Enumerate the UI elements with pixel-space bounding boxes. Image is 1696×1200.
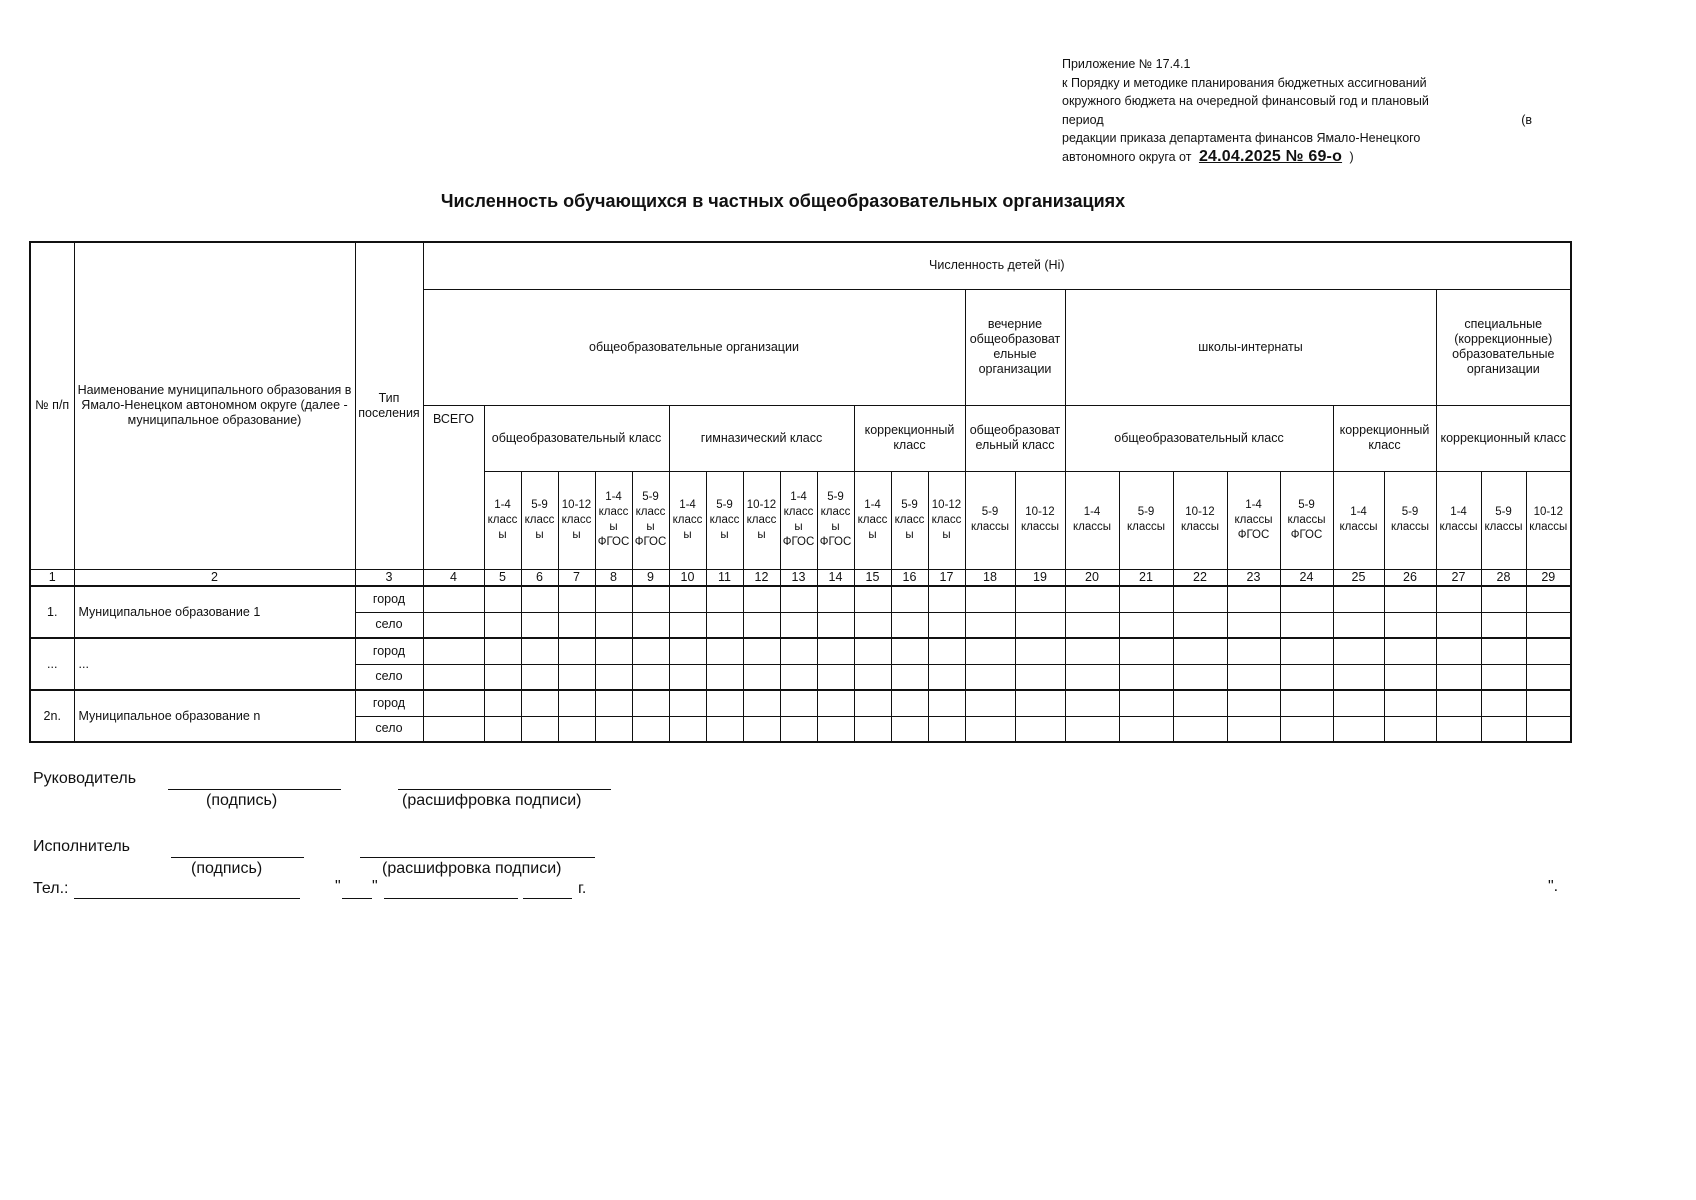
data-cell: [965, 586, 1015, 612]
data-cell: [632, 638, 669, 664]
data-cell: [1119, 612, 1173, 638]
data-cell: [1227, 664, 1280, 690]
column-number: 28: [1481, 569, 1526, 586]
data-cell: [484, 638, 521, 664]
day-line: [342, 898, 372, 899]
data-cell: [1173, 586, 1227, 612]
leaf-header: 1-4 классы ФГОС: [1227, 471, 1280, 569]
data-cell: [854, 664, 891, 690]
data-cell: [1384, 638, 1436, 664]
column-number: 23: [1227, 569, 1280, 586]
data-cell: [1280, 664, 1333, 690]
data-cell: [743, 612, 780, 638]
data-cell: [595, 586, 632, 612]
leaf-header: 5-9 классы: [965, 471, 1015, 569]
data-cell: [743, 716, 780, 742]
column-number: 4: [423, 569, 484, 586]
data-cell: [484, 716, 521, 742]
group-evening-orgs: вечерние общеобразовательные организации: [965, 289, 1065, 405]
data-cell: [669, 690, 706, 716]
leaf-header: 5-9 классы ФГОС: [1280, 471, 1333, 569]
executor-decode-line: [360, 857, 595, 858]
data-cell: [669, 586, 706, 612]
column-number: 1: [30, 569, 74, 586]
data-cell: [484, 690, 521, 716]
column-number: 6: [521, 569, 558, 586]
column-number: 7: [558, 569, 595, 586]
column-number: 20: [1065, 569, 1119, 586]
data-cell: [484, 586, 521, 612]
data-cell: [706, 638, 743, 664]
data-cell: [854, 612, 891, 638]
leaf-header: 5-9 классы: [1119, 471, 1173, 569]
column-number: 24: [1280, 569, 1333, 586]
data-cell: [1526, 716, 1571, 742]
group-boarding-schools: школы-интернаты: [1065, 289, 1436, 405]
settlement-type-city: город: [355, 586, 423, 612]
leaf-header: 5-9 классы: [706, 471, 743, 569]
col-num-header: № п/п: [30, 242, 74, 569]
sub-evening-class: общеобразовательный класс: [965, 405, 1065, 471]
column-number: 2: [74, 569, 355, 586]
page-title: Численность обучающихся в частных общеобразовательных организациях: [440, 191, 1126, 211]
municipality-name: ...: [74, 638, 355, 690]
data-cell: [423, 638, 484, 664]
leaf-header: 5-9 классы: [1481, 471, 1526, 569]
executor-signature-line: [171, 857, 304, 858]
appendix-date-prefix: автономного округа от: [1062, 149, 1192, 164]
head-decode-caption: (расшифровка подписи): [402, 792, 582, 809]
leaf-header: 1-4 классы: [1333, 471, 1384, 569]
head-label: Руководитель: [33, 770, 137, 787]
data-cell: [1173, 716, 1227, 742]
sub-corr-class: коррекционный класс: [854, 405, 965, 471]
leaf-header: 10-12 классы: [743, 471, 780, 569]
executor-decode-caption: (расшифровка подписи): [382, 860, 562, 877]
data-cell: [965, 612, 1015, 638]
data-cell: [1227, 716, 1280, 742]
data-cell: [521, 716, 558, 742]
data-cell: [706, 664, 743, 690]
appendix-edition-open: (в: [1521, 112, 1532, 127]
data-cell: [1333, 664, 1384, 690]
data-cell: [780, 716, 817, 742]
data-cell: [780, 690, 817, 716]
leaf-header: 5-9 классы ФГОС: [817, 471, 854, 569]
data-cell: [1436, 664, 1481, 690]
data-cell: [484, 612, 521, 638]
data-cell: [669, 612, 706, 638]
settlement-type-city: город: [355, 638, 423, 664]
data-cell: [1173, 638, 1227, 664]
data-cell: [780, 638, 817, 664]
data-cell: [558, 586, 595, 612]
data-cell: [1280, 690, 1333, 716]
executor-label: Исполнитель: [33, 838, 131, 855]
data-cell: [965, 716, 1015, 742]
phone-label: Тел.:: [33, 880, 69, 897]
data-cell: [1384, 586, 1436, 612]
leaf-header: 10-12 классы: [1173, 471, 1227, 569]
data-cell: [1526, 690, 1571, 716]
data-cell: [1065, 664, 1119, 690]
data-cell: [595, 664, 632, 690]
column-number: 21: [1119, 569, 1173, 586]
column-number: 3: [355, 569, 423, 586]
data-cell: [1481, 664, 1526, 690]
appendix-line: к Порядку и методике планирования бюджетных ассигнований: [1062, 75, 1427, 90]
data-cell: [891, 716, 928, 742]
data-cell: [965, 664, 1015, 690]
column-number: 12: [743, 569, 780, 586]
data-cell: [1280, 612, 1333, 638]
column-number: 18: [965, 569, 1015, 586]
head-signature-caption: (подпись): [206, 792, 278, 809]
data-cell: [891, 664, 928, 690]
sub-gym-class: гимназический класс: [669, 405, 854, 471]
data-cell: [1436, 612, 1481, 638]
students-table: [29, 241, 1572, 743]
data-cell: [1384, 716, 1436, 742]
data-cell: [1015, 612, 1065, 638]
data-cell: [669, 664, 706, 690]
data-cell: [632, 612, 669, 638]
head-decode-line: [398, 789, 611, 790]
data-cell: [1119, 638, 1173, 664]
data-cell: [1015, 716, 1065, 742]
data-cell: [521, 690, 558, 716]
phone-line: [74, 898, 300, 899]
data-cell: [1481, 638, 1526, 664]
data-cell: [780, 664, 817, 690]
column-number: 25: [1333, 569, 1384, 586]
data-cell: [1119, 690, 1173, 716]
data-cell: [1333, 716, 1384, 742]
table-row: [30, 586, 1571, 612]
appendix-number: Приложение № 17.4.1: [1062, 57, 1191, 71]
municipality-name: Муниципальное образование n: [74, 690, 355, 742]
data-cell: [1384, 690, 1436, 716]
leaf-header: 1-4 классы: [854, 471, 891, 569]
data-cell: [1119, 716, 1173, 742]
appendix-close: ): [1349, 149, 1354, 164]
data-cell: [743, 638, 780, 664]
leaf-header: 10-12 классы: [1015, 471, 1065, 569]
data-cell: [1065, 612, 1119, 638]
data-cell: [817, 716, 854, 742]
data-cell: [854, 586, 891, 612]
total-header: ВСЕГО: [423, 405, 484, 569]
children-count-header: Численность детей (Hi): [423, 242, 1571, 289]
data-cell: [558, 638, 595, 664]
head-signature-line: [168, 789, 341, 790]
data-cell: [1333, 638, 1384, 664]
data-cell: [1481, 716, 1526, 742]
data-cell: [928, 690, 965, 716]
data-cell: [1227, 612, 1280, 638]
col-type-header: Тип поселения: [355, 242, 423, 569]
column-number: 16: [891, 569, 928, 586]
data-cell: [965, 638, 1015, 664]
appendix-period: период: [1062, 112, 1104, 127]
data-cell: [1481, 612, 1526, 638]
data-cell: [817, 586, 854, 612]
year-suffix: г.: [578, 880, 587, 897]
data-cell: [1065, 716, 1119, 742]
leaf-header: 1-4 классы: [669, 471, 706, 569]
data-cell: [1227, 638, 1280, 664]
data-cell: [1015, 690, 1065, 716]
column-number: 11: [706, 569, 743, 586]
column-number: 27: [1436, 569, 1481, 586]
group-general-orgs: общеобразовательные организации: [423, 289, 965, 405]
column-number: 17: [928, 569, 965, 586]
data-cell: [706, 690, 743, 716]
data-cell: [1065, 638, 1119, 664]
data-cell: [928, 716, 965, 742]
table-row: [30, 690, 1571, 716]
data-cell: [1526, 664, 1571, 690]
sub-boarding-corr-class: коррекционный класс: [1333, 405, 1436, 471]
data-cell: [423, 716, 484, 742]
data-cell: [1173, 612, 1227, 638]
data-cell: [854, 690, 891, 716]
data-cell: [1384, 612, 1436, 638]
leaf-header: 1-4 классы: [484, 471, 521, 569]
data-cell: [1436, 690, 1481, 716]
leaf-header: 5-9 классы ФГОС: [632, 471, 669, 569]
data-cell: [521, 638, 558, 664]
appendix-line: [1062, 148, 1532, 167]
leaf-header: 1-4 классы: [1436, 471, 1481, 569]
data-cell: [1280, 716, 1333, 742]
data-cell: [928, 612, 965, 638]
data-cell: [1227, 690, 1280, 716]
data-cell: [1333, 612, 1384, 638]
data-cell: [928, 586, 965, 612]
data-cell: [1436, 716, 1481, 742]
column-number: 29: [1526, 569, 1571, 586]
data-cell: [595, 612, 632, 638]
data-cell: [521, 664, 558, 690]
data-cell: [484, 664, 521, 690]
column-number: 8: [595, 569, 632, 586]
appendix-note: [1062, 55, 1532, 166]
column-number: 10: [669, 569, 706, 586]
data-cell: [891, 638, 928, 664]
group-special-orgs: специальные (коррекционные) образовательные организации: [1436, 289, 1571, 405]
settlement-type-city: город: [355, 690, 423, 716]
leaf-header: 10-12 классы: [558, 471, 595, 569]
column-number: 22: [1173, 569, 1227, 586]
leaf-header: 5-9 классы: [1384, 471, 1436, 569]
data-cell: [1481, 690, 1526, 716]
data-cell: [891, 612, 928, 638]
data-cell: [1436, 586, 1481, 612]
data-cell: [928, 664, 965, 690]
data-cell: [854, 638, 891, 664]
data-cell: [817, 638, 854, 664]
data-cell: [891, 586, 928, 612]
data-cell: [558, 612, 595, 638]
data-cell: [1065, 586, 1119, 612]
executor-signature-caption: (подпись): [191, 860, 263, 877]
data-cell: [595, 690, 632, 716]
row-number: 1.: [30, 586, 74, 638]
month-line: [384, 898, 518, 899]
leaf-header: 1-4 классы ФГОС: [780, 471, 817, 569]
data-cell: [1526, 612, 1571, 638]
appendix-line: [1062, 111, 1532, 130]
column-number: 9: [632, 569, 669, 586]
data-cell: [558, 664, 595, 690]
data-cell: [1227, 586, 1280, 612]
data-cell: [928, 638, 965, 664]
data-cell: [1280, 586, 1333, 612]
appendix-line: редакции приказа департамента финансов Ямало-Ненецкого: [1062, 131, 1421, 145]
column-number: 5: [484, 569, 521, 586]
sub-boarding-general-class: общеобразовательный класс: [1065, 405, 1333, 471]
data-cell: [423, 690, 484, 716]
data-cell: [595, 716, 632, 742]
data-cell: [780, 612, 817, 638]
data-cell: [521, 612, 558, 638]
data-cell: [595, 638, 632, 664]
data-cell: [743, 664, 780, 690]
date-quote-open: ": [335, 878, 341, 895]
data-cell: [817, 690, 854, 716]
data-cell: [965, 690, 1015, 716]
leaf-header: 5-9 классы: [891, 471, 928, 569]
appendix-line: окружного бюджета на очередной финансовый год и плановый: [1062, 94, 1429, 108]
data-cell: [1015, 586, 1065, 612]
data-cell: [706, 612, 743, 638]
settlement-type-village: село: [355, 716, 423, 742]
data-cell: [817, 664, 854, 690]
sub-general-class: общеобразовательный класс: [484, 405, 669, 471]
data-cell: [1333, 690, 1384, 716]
data-cell: [891, 690, 928, 716]
end-mark: ".: [1548, 878, 1559, 895]
column-number: 14: [817, 569, 854, 586]
data-cell: [743, 586, 780, 612]
leaf-header: 5-9 классы: [521, 471, 558, 569]
data-cell: [817, 612, 854, 638]
data-cell: [423, 664, 484, 690]
year-line: [523, 898, 572, 899]
leaf-header: 10-12 классы: [928, 471, 965, 569]
data-cell: [706, 586, 743, 612]
data-cell: [780, 586, 817, 612]
data-cell: [669, 638, 706, 664]
leaf-header: 10-12 классы: [1526, 471, 1571, 569]
row-number: 2n.: [30, 690, 74, 742]
data-cell: [423, 612, 484, 638]
data-cell: [743, 690, 780, 716]
data-cell: [1173, 664, 1227, 690]
data-cell: [632, 690, 669, 716]
data-cell: [854, 716, 891, 742]
data-cell: [558, 716, 595, 742]
sub-special-corr-class: коррекционный класс: [1436, 405, 1571, 471]
data-cell: [1119, 664, 1173, 690]
data-cell: [1481, 586, 1526, 612]
data-cell: [1065, 690, 1119, 716]
column-number: 13: [780, 569, 817, 586]
data-cell: [1333, 586, 1384, 612]
settlement-type-village: село: [355, 664, 423, 690]
data-cell: [1526, 586, 1571, 612]
data-cell: [1436, 638, 1481, 664]
data-cell: [1119, 586, 1173, 612]
data-cell: [706, 716, 743, 742]
column-number: 15: [854, 569, 891, 586]
col-name-header: Наименование муниципального образования в Ямало-Ненецком автономном округе (далее - муниципальное образование): [74, 242, 355, 569]
table-row: [30, 638, 1571, 664]
data-cell: [1015, 638, 1065, 664]
column-number: 19: [1015, 569, 1065, 586]
data-cell: [1280, 638, 1333, 664]
data-cell: [632, 664, 669, 690]
data-cell: [632, 716, 669, 742]
column-number: 26: [1384, 569, 1436, 586]
order-date: 24.04.2025 № 69-о: [1198, 147, 1343, 165]
data-cell: [558, 690, 595, 716]
data-cell: [632, 586, 669, 612]
data-cell: [521, 586, 558, 612]
municipality-name: Муниципальное образование 1: [74, 586, 355, 638]
date-quote-close: ": [372, 878, 378, 895]
data-cell: [1015, 664, 1065, 690]
data-cell: [669, 716, 706, 742]
leaf-header: 1-4 классы ФГОС: [595, 471, 632, 569]
data-cell: [1173, 690, 1227, 716]
leaf-header: 1-4 классы: [1065, 471, 1119, 569]
settlement-type-village: село: [355, 612, 423, 638]
row-number: ...: [30, 638, 74, 690]
data-cell: [1384, 664, 1436, 690]
data-cell: [423, 586, 484, 612]
data-cell: [1526, 638, 1571, 664]
